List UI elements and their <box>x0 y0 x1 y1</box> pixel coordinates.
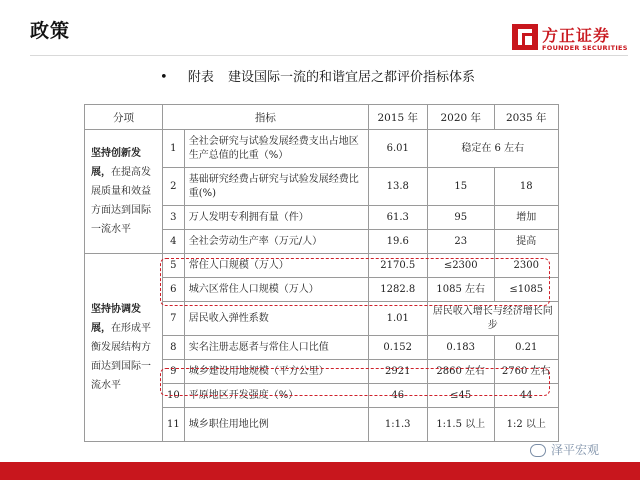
logo-name-cn: 方正证券 <box>542 26 611 45</box>
indicator-name: 实名注册志愿者与常住人口比值 <box>184 336 368 360</box>
row-number: 3 <box>163 206 185 230</box>
brand-logo <box>512 22 630 54</box>
indicator-name: 常住人口规模（万人） <box>184 254 368 278</box>
value-2035: 2300 <box>494 254 558 278</box>
row-number: 10 <box>163 384 185 408</box>
caption-text: 建设国际一流的和谐宜居之都评价指标体系 <box>227 70 475 85</box>
value-2020-2035: 稳定在 6 左右 <box>427 130 558 168</box>
highlight-box-land-use <box>160 368 550 396</box>
indicator-name: 全社会劳动生产率（万元/人） <box>184 230 368 254</box>
indicator-name: 全社会研究与试验发展经费支出占地区生产总值的比重（%） <box>184 130 368 168</box>
category-innovation <box>85 130 163 254</box>
row-number: 7 <box>163 302 185 336</box>
founder-logo-icon <box>512 24 538 50</box>
value-2035: 增加 <box>494 206 558 230</box>
value-2015: 61.3 <box>368 206 427 230</box>
category-title: 坚持创新发展， <box>91 148 141 178</box>
value-2020: 2860 左右 <box>427 360 494 384</box>
category-body: 在提高发展质量和效益方面达到国际一流水平 <box>91 167 151 235</box>
value-2035: ≤1085 <box>494 278 558 302</box>
header-2015: 2015 年 <box>368 105 427 130</box>
value-2015: 1282.8 <box>368 278 427 302</box>
header-2020: 2020 年 <box>427 105 494 130</box>
header-indicator: 指标 <box>163 105 369 130</box>
indicator-name: 城六区常住人口规模（万人） <box>184 278 368 302</box>
watermark <box>530 441 599 458</box>
indicator-name: 居民收入弹性系数 <box>184 302 368 336</box>
table-header-row <box>85 105 559 130</box>
value-2020: 23 <box>427 230 494 254</box>
value-2035: 2760 左右 <box>494 360 558 384</box>
caption-bullet: • <box>160 70 168 85</box>
indicator-name: 基础研究经费占研究与试验发展经费比重(%) <box>184 168 368 206</box>
category-body: 在形成平衡发展结构方面达到国际一流水平 <box>91 323 151 391</box>
value-2035: 0.21 <box>494 336 558 360</box>
row-number: 1 <box>163 130 185 168</box>
value-2015: 2921 <box>368 360 427 384</box>
category-coordination <box>85 254 163 442</box>
page-header-title: 政策 <box>30 20 71 42</box>
header-category: 分项 <box>85 105 163 130</box>
table-caption <box>160 66 475 85</box>
row-number: 9 <box>163 360 185 384</box>
value-2020-2035: 居民收入增长与经济增长同步 <box>427 302 558 336</box>
row-number: 6 <box>163 278 185 302</box>
caption-label: 附表 <box>187 70 214 85</box>
indicator-name: 平原地区开发强度（%） <box>184 384 368 408</box>
row-number: 11 <box>163 408 185 442</box>
value-2015: 13.8 <box>368 168 427 206</box>
value-2020: 15 <box>427 168 494 206</box>
highlight-box-population <box>160 258 550 306</box>
value-2015: 2170.5 <box>368 254 427 278</box>
value-2020: 0.183 <box>427 336 494 360</box>
category-title: 坚持协调发展， <box>91 304 141 334</box>
value-2015: 1.01 <box>368 302 427 336</box>
value-2020: 1:1.5 以上 <box>427 408 494 442</box>
row-number: 5 <box>163 254 185 278</box>
value-2015: 46 <box>368 384 427 408</box>
value-2035: 提高 <box>494 230 558 254</box>
indicator-name: 城乡职住用地比例 <box>184 408 368 442</box>
row-number: 4 <box>163 230 185 254</box>
header-2035: 2035 年 <box>494 105 558 130</box>
value-2020: ≤45 <box>427 384 494 408</box>
footer-band <box>0 462 640 480</box>
header-divider <box>30 55 628 56</box>
row-number: 2 <box>163 168 185 206</box>
value-2015: 6.01 <box>368 130 427 168</box>
indicator-name: 城乡建设用地规模（平方公里） <box>184 360 368 384</box>
value-2020: ≤2300 <box>427 254 494 278</box>
value-2015: 0.152 <box>368 336 427 360</box>
row-number: 8 <box>163 336 185 360</box>
value-2035: 44 <box>494 384 558 408</box>
watermark-text: 泽平宏观 <box>551 443 600 457</box>
indicator-name: 万人发明专利拥有量（件） <box>184 206 368 230</box>
value-2015: 1:1.3 <box>368 408 427 442</box>
value-2035: 18 <box>494 168 558 206</box>
value-2035: 1:2 以上 <box>494 408 558 442</box>
logo-name-en: FOUNDER SECURITIES <box>542 44 628 52</box>
value-2020: 95 <box>427 206 494 230</box>
wechat-icon <box>530 444 546 457</box>
table-row <box>85 130 559 168</box>
value-2020: 1085 左右 <box>427 278 494 302</box>
value-2015: 19.6 <box>368 230 427 254</box>
